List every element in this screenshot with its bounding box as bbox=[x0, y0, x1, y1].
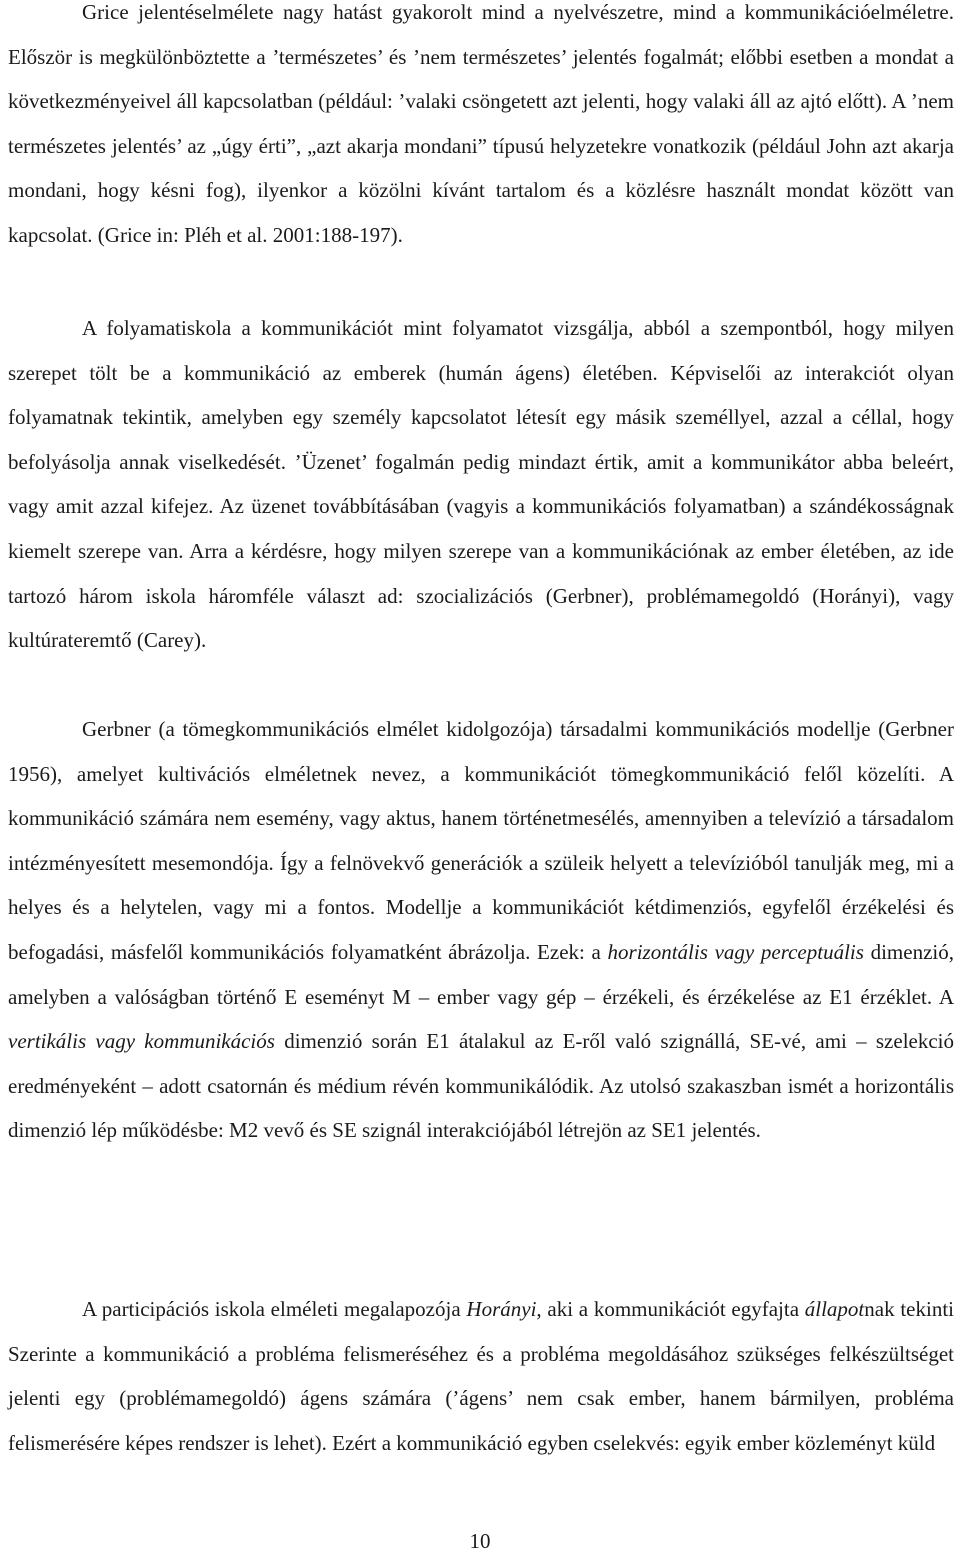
text-segment: Grice jelentéselmélete nagy hatást gyakorolt mind a nyelvészetre, mind a kommunikációelméletre. Először is megkülönböztette a ’természetes’ és ’nem természetes’ jelentés fogalmát; előbbi esetben a mondat a következményeivel áll kapcsolatban (például: ’valaki csöngetett azt jelenti, hogy valaki áll az ajtó előtt). A ’nem természetes jelentés’ az „úgy érti”, „azt akarja mondani” típusú helyzetekre vonatkozik (például John azt akarja mondani, hogy késni fog), ilyenkor a közölni kívánt tartalom és a közlésre használt mondat között van kapcsolat. (Grice in: Pléh et al. 2001:188-197). bbox=[8, 0, 954, 247]
text-segment: dimenzió, amelyben a valóságban történő E eseményt M – ember vagy gép – érzékeli, és érzékelése az E1 érzéklet. A bbox=[8, 939, 954, 1009]
paragraph-participacios bbox=[8, 1287, 954, 1465]
paragraph-grice bbox=[8, 0, 954, 258]
italic-term-vertical: vertikális vagy kommunikációs bbox=[8, 1029, 275, 1054]
text-segment: Gerbner (a tömegkommunikációs elmélet kidolgozója) társadalmi kommunikációs modellje (Gerbner 1956), amelyet kultivációs elméletnek nevez, a kommunikációt tömegkommunikáció felől közelíti. A kommunikáció számára nem esemény, vagy aktus, hanem történetmesélés, amennyiben a televízió a társadalom intézményesített mesemondója. Így a felnövekvő generációk a szüleik helyett a televízióból tanulják meg, mi a helyes és a helytelen, vagy mi a fontos. Modellje a kommunikációt kétdimenziós, egyfelől érzékelési és befogadási, másfelől kommunikációs folyamatként ábrázolja. Ezek: a bbox=[8, 717, 954, 964]
text-segment: dimenzió során E1 átalakul az E-ről való szignállá, SE-vé, ami – szelekció eredményeként – adott csatornán és médium révén kommunikálódik. Az utolsó szakaszban ismét a horizontális dimenzió lép működésbe: M2 vevő és SE szignál interakciójából létrejön az SE1 jelentés. bbox=[8, 1029, 955, 1143]
page-number: 10 bbox=[469, 1529, 491, 1553]
italic-term-allapot: állapot bbox=[804, 1297, 865, 1321]
text-segment: , aki a kommunikációt egyfajta bbox=[536, 1297, 805, 1321]
paragraph-folyamatiskola bbox=[8, 306, 954, 663]
text-segment: nak tekinti Szerinte a kommunikáció a probléma felismeréséhez és a probléma megoldásához szükséges felkészültséget jelenti egy (problémamegoldó) ágens számára (’ágens’ nem csak ember, hanem bármilyen, probléma felismerésére képes rendszer is lehet). Ezért a kommunikáció egyben cselekvés: egyik ember közleményt küld bbox=[8, 1297, 954, 1455]
text-segment: A participációs iskola elméleti megalapozója bbox=[82, 1297, 467, 1321]
italic-name-horanyi: Horányi bbox=[466, 1297, 537, 1321]
paragraph-gerbner bbox=[8, 707, 954, 1153]
italic-term-horizontal: horizontális vagy perceptuális bbox=[607, 939, 864, 964]
text-segment: A folyamatiskola a kommunikációt mint folyamatot vizsgálja, abból a szempontból, hogy milyen szerepet tölt be a kommunikáció az emberek (humán ágens) életében. Képviselői az interakciót olyan folyamatnak tekintik, amelyben egy személy kapcsolatot létesít egy másik személlyel, azzal a céllal, hogy befolyásolja annak viselkedését. ’Üzenet’ fogalmán pedig mindazt értik, amit a kommunikátor abba beleért, vagy amit azzal kifejez. Az üzenet továbbításában (vagyis a kommunikációs folyamatban) a szándékosságnak kiemelt szerepe van. Arra a kérdésre, hogy milyen szerepe van a kommunikációnak az ember életében, az ide tartozó három iskola háromféle választ ad: szocializációs (Gerbner), problémamegoldó (Horányi), vagy kultúrateremtő (Carey). bbox=[8, 316, 954, 653]
